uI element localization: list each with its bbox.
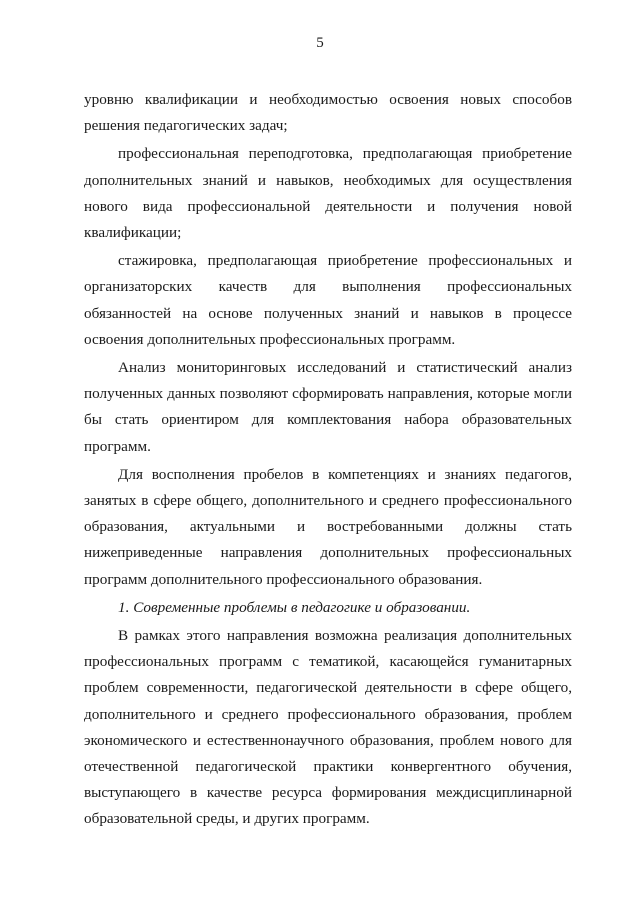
paragraph-internship: стажировка, предполагающая приобретение профессиональных и организаторских качеств для выполнения профессиональных обязанностей на основе полученных знаний и навыков в процессе освоения дополнительных профессиональных программ.: [84, 252, 572, 348]
paragraph-directions: Для восполнения пробелов в компетенциях и знаниях педагогов, занятых в сфере общего, дополнительного и среднего профессионального образования, актуальными и востребованными должны стать нижеприведенные направления дополнительных профессиональных программ дополнительного профессионального образования.: [84, 465, 572, 588]
document-body: [84, 87, 572, 833]
page-number: 5: [316, 35, 324, 51]
paragraph-analysis: Анализ мониторинговых исследований и статистический анализ полученных данных позволяют сформировать направления, которые могли бы стать ориентиром для комплектования набора образовательных программ.: [84, 359, 572, 455]
section-heading: 1. Современные проблемы в педагогике и образовании.: [118, 598, 471, 616]
paragraph-continuation: уровню квалификации и необходимостью освоения новых способов решения педагогических задач;: [84, 91, 572, 135]
paragraph-section-description: В рамках этого направления возможна реализация дополнительных профессиональных программ с тематикой, касающейся гуманитарных проблем современности, педагогической деятельности в сфере общего, дополнительного и среднего профессионального образования, проблем экономического и естественнонаучного образования, проблем нового для отечественной педагогической практики конвергентного обучения, выступающего в качестве ресурса формирования междисциплинарной образовательной среды, и других программ.: [84, 627, 572, 828]
paragraph-retraining: профессиональная переподготовка, предполагающая приобретение дополнительных знаний и навыков, необходимых для осуществления нового вида профессиональной деятельности и получения новой квалификации;: [84, 145, 572, 242]
